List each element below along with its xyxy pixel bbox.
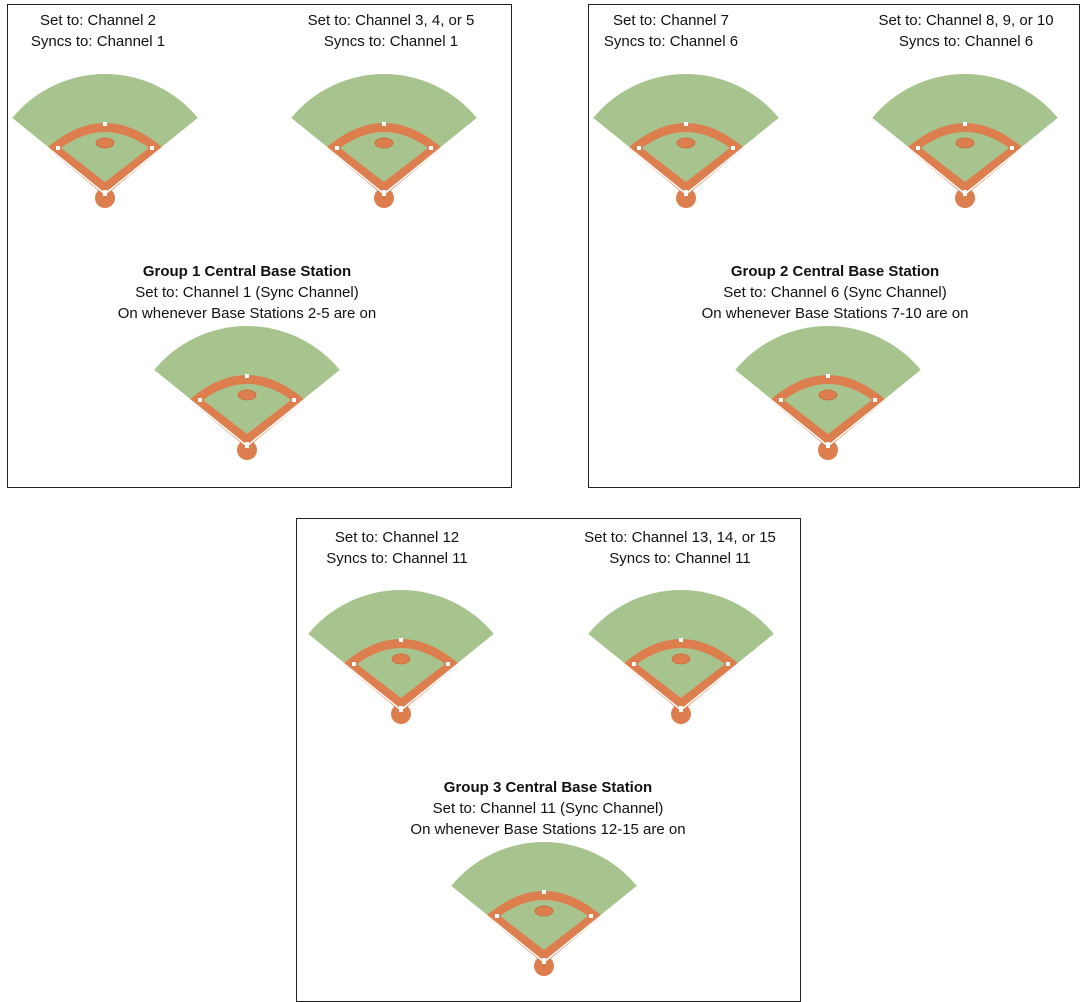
group-3-station-a-syncs-to: Syncs to: Channel 11 [326, 550, 468, 567]
baseball-field-icon [311, 590, 491, 726]
group-2-central-note: On whenever Base Stations 7-10 are on [701, 305, 969, 322]
group-2-central-label [702, 261, 969, 324]
group-2-station-b-syncs-to: Syncs to: Channel 6 [898, 33, 1034, 50]
baseball-field-icon [15, 74, 195, 210]
group-1-central-set-to: Set to: Channel 1 (Sync Channel) [135, 284, 359, 301]
group-2-central-set-to: Set to: Channel 6 (Sync Channel) [723, 284, 947, 301]
baseball-field-icon [738, 326, 918, 462]
group-1-central-title: Group 1 Central Base Station [142, 263, 352, 280]
group-3-central-title: Group 3 Central Base Station [443, 779, 653, 796]
group-2-station-a-set-to: Set to: Channel 7 [613, 12, 729, 29]
group-1-station-b-set-to: Set to: Channel 3, 4, or 5 [307, 12, 475, 29]
baseball-field-icon [875, 74, 1055, 210]
group-1-station-a-syncs-to: Syncs to: Channel 1 [30, 33, 166, 50]
group-3-station-b-syncs-to: Syncs to: Channel 11 [609, 550, 751, 567]
group-3-station-b-set-to: Set to: Channel 13, 14, or 15 [584, 529, 776, 546]
baseball-field-icon [454, 842, 634, 978]
group-1-station-a-set-to: Set to: Channel 2 [40, 12, 156, 29]
group-3-station-b-label [584, 527, 776, 569]
group-3-central-set-to: Set to: Channel 11 (Sync Channel) [432, 800, 664, 817]
baseball-field-icon [157, 326, 337, 462]
group-3-central-label [410, 777, 685, 840]
baseball-field-icon [294, 74, 474, 210]
baseball-field-icon [596, 74, 776, 210]
baseball-field-icon [591, 590, 771, 726]
group-2-station-b-label [878, 10, 1053, 52]
group-2-central-title: Group 2 Central Base Station [730, 263, 940, 280]
group-1-station-a-label [31, 10, 165, 52]
group-1-station-b-syncs-to: Syncs to: Channel 1 [323, 33, 459, 50]
group-1-station-b-label [308, 10, 475, 52]
group-3-station-a-set-to: Set to: Channel 12 [334, 529, 460, 546]
group-3-station-a-label [326, 527, 467, 569]
group-2-station-a-syncs-to: Syncs to: Channel 6 [603, 33, 739, 50]
group-2-station-b-set-to: Set to: Channel 8, 9, or 10 [878, 12, 1054, 29]
group-2-station-a-label [604, 10, 738, 52]
group-1-central-note: On whenever Base Stations 2-5 are on [117, 305, 377, 322]
group-3-central-note: On whenever Base Stations 12-15 are on [410, 821, 686, 838]
group-1-central-label [118, 261, 377, 324]
